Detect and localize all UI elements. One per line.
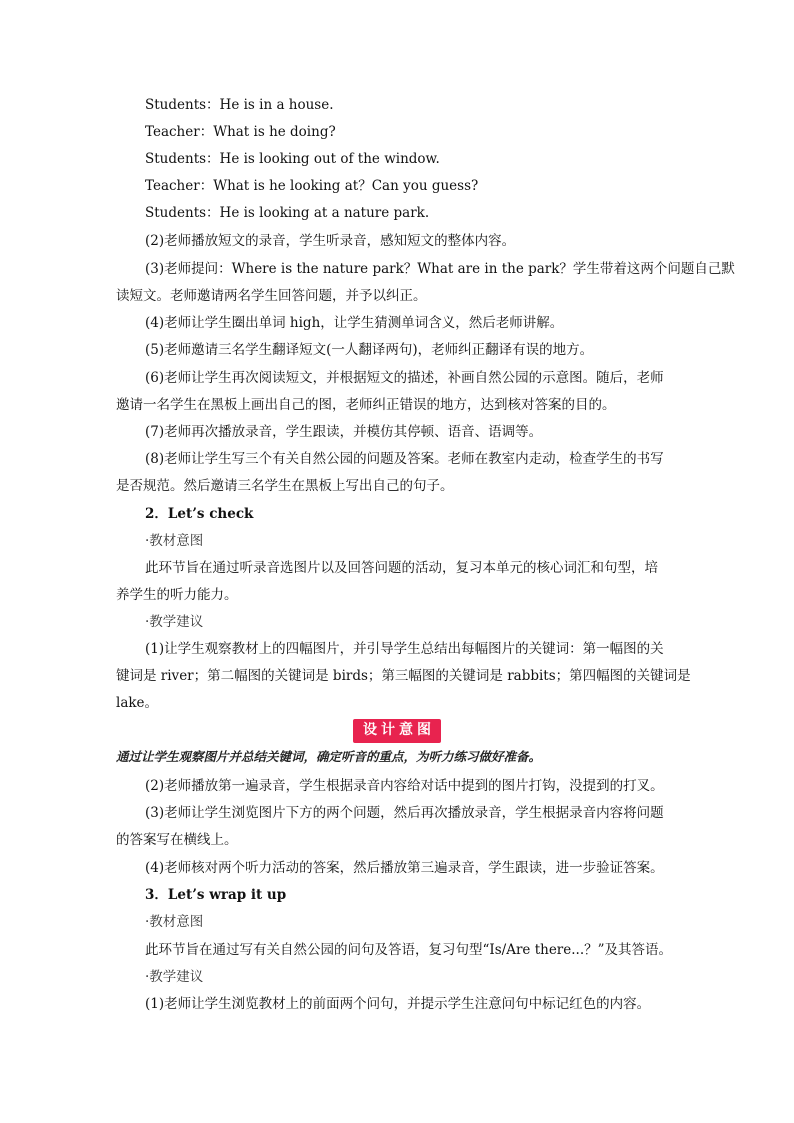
wrap-step-1-text: (1)老师让学生浏览教材上的前面两个问句，并提示学生注意问句中标记红色的内容。 xyxy=(145,996,651,1012)
check-step-1-line-1: (1)让学生观察教材上的四幅图片，并引导学生总结出每幅图片的关键词：第一幅图的关 xyxy=(145,641,664,657)
check-step-1-line-3: lake。 xyxy=(116,695,159,711)
step-5-text: (5)老师邀请三名学生翻译短文(一人翻译两句)，老师纠正翻译有误的地方。 xyxy=(145,342,594,358)
check-step-3-line-2: 的答案写在横线上。 xyxy=(116,832,238,848)
intent-text-line-1: 此环节旨在通过听录音选图片以及回答问题的活动，复习本单元的核心词汇和句型，培 xyxy=(145,560,658,576)
dialogue-line-3: Students：He is looking out of the window. xyxy=(145,151,440,167)
step-8-text-line-1: (8)老师让学生写三个有关自然公园的问题及答案。老师在教室内走动，检查学生的书写 xyxy=(145,451,664,467)
step-3-text-line-2: 读短文。老师邀请两名学生回答问题，并予以纠正。 xyxy=(116,288,427,304)
check-step-4-text: (4)老师核对两个听力活动的答案，然后播放第三遍录音，学生跟读，进一步验证答案。 xyxy=(145,860,664,876)
step-7-text: (7)老师再次播放录音，学生跟读，并模仿其停顿、语音、语调等。 xyxy=(145,424,543,440)
step-2-text: (2)老师播放短文的录音，学生听录音，感知短文的整体内容。 xyxy=(145,233,516,249)
step-8-text-line-2: 是否规范。然后邀请三名学生在黑板上写出自己的句子。 xyxy=(116,478,454,494)
step-4-text: (4)老师让学生圈出单词 high，让学生猜测单词含义，然后老师讲解。 xyxy=(145,315,564,331)
design-intent-note: 通过让学生观察图片并总结关键词，确定听音的重点，为听力练习做好准备。 xyxy=(116,749,542,764)
dialogue-line-5: Students：He is looking at a nature park. xyxy=(145,205,430,221)
check-step-3-line-1: (3)老师让学生浏览图片下方的两个问题，然后再次播放录音，学生根据录音内容将问题 xyxy=(145,805,664,821)
section-heading-lets-check: 2．Let’s check xyxy=(145,506,254,522)
intent-text-line-2: 养学生的听力能力。 xyxy=(116,587,238,603)
advice-label: ·教学建议 xyxy=(145,614,204,630)
dialogue-line-2: Teacher：What is he doing? xyxy=(145,124,336,140)
wrap-intent-text: 此环节旨在通过写有关自然公园的问句及答语，复习句型“Is/Are there...？”及其答语。 xyxy=(145,942,673,958)
dialogue-line-1: Students：He is in a house. xyxy=(145,97,334,113)
step-6-text-line-2: 邀请一名学生在黑板上画出自己的图，老师纠正错误的地方，达到核对答案的目的。 xyxy=(116,397,616,413)
intent-label: ·教材意图 xyxy=(145,533,204,549)
step-3-text-line-1: (3)老师提问：Where is the nature park？What are in the park？学生带着这两个问题自己默 xyxy=(145,261,735,277)
check-step-1-line-2: 键词是 river；第二幅图的关键词是 birds；第三幅图的关键词是 rabbits；第四幅图的关键词是 xyxy=(116,668,691,684)
wrap-intent-label: ·教材意图 xyxy=(145,914,204,930)
check-step-2-text: (2)老师播放第一遍录音，学生根据录音内容给对话中提到的图片打钩，没提到的打叉。 xyxy=(145,778,664,794)
dialogue-line-4: Teacher：What is he looking at？Can you guess? xyxy=(145,178,479,194)
step-6-text-line-1: (6)老师让学生再次阅读短文，并根据短文的描述，补画自然公园的示意图。随后，老师 xyxy=(145,370,664,386)
wrap-advice-label: ·教学建议 xyxy=(145,969,204,985)
section-heading-wrap-it-up: 3．Let’s wrap it up xyxy=(145,887,287,903)
design-intent-badge-row xyxy=(0,719,794,743)
design-intent-badge: 设计意图 xyxy=(353,719,441,743)
